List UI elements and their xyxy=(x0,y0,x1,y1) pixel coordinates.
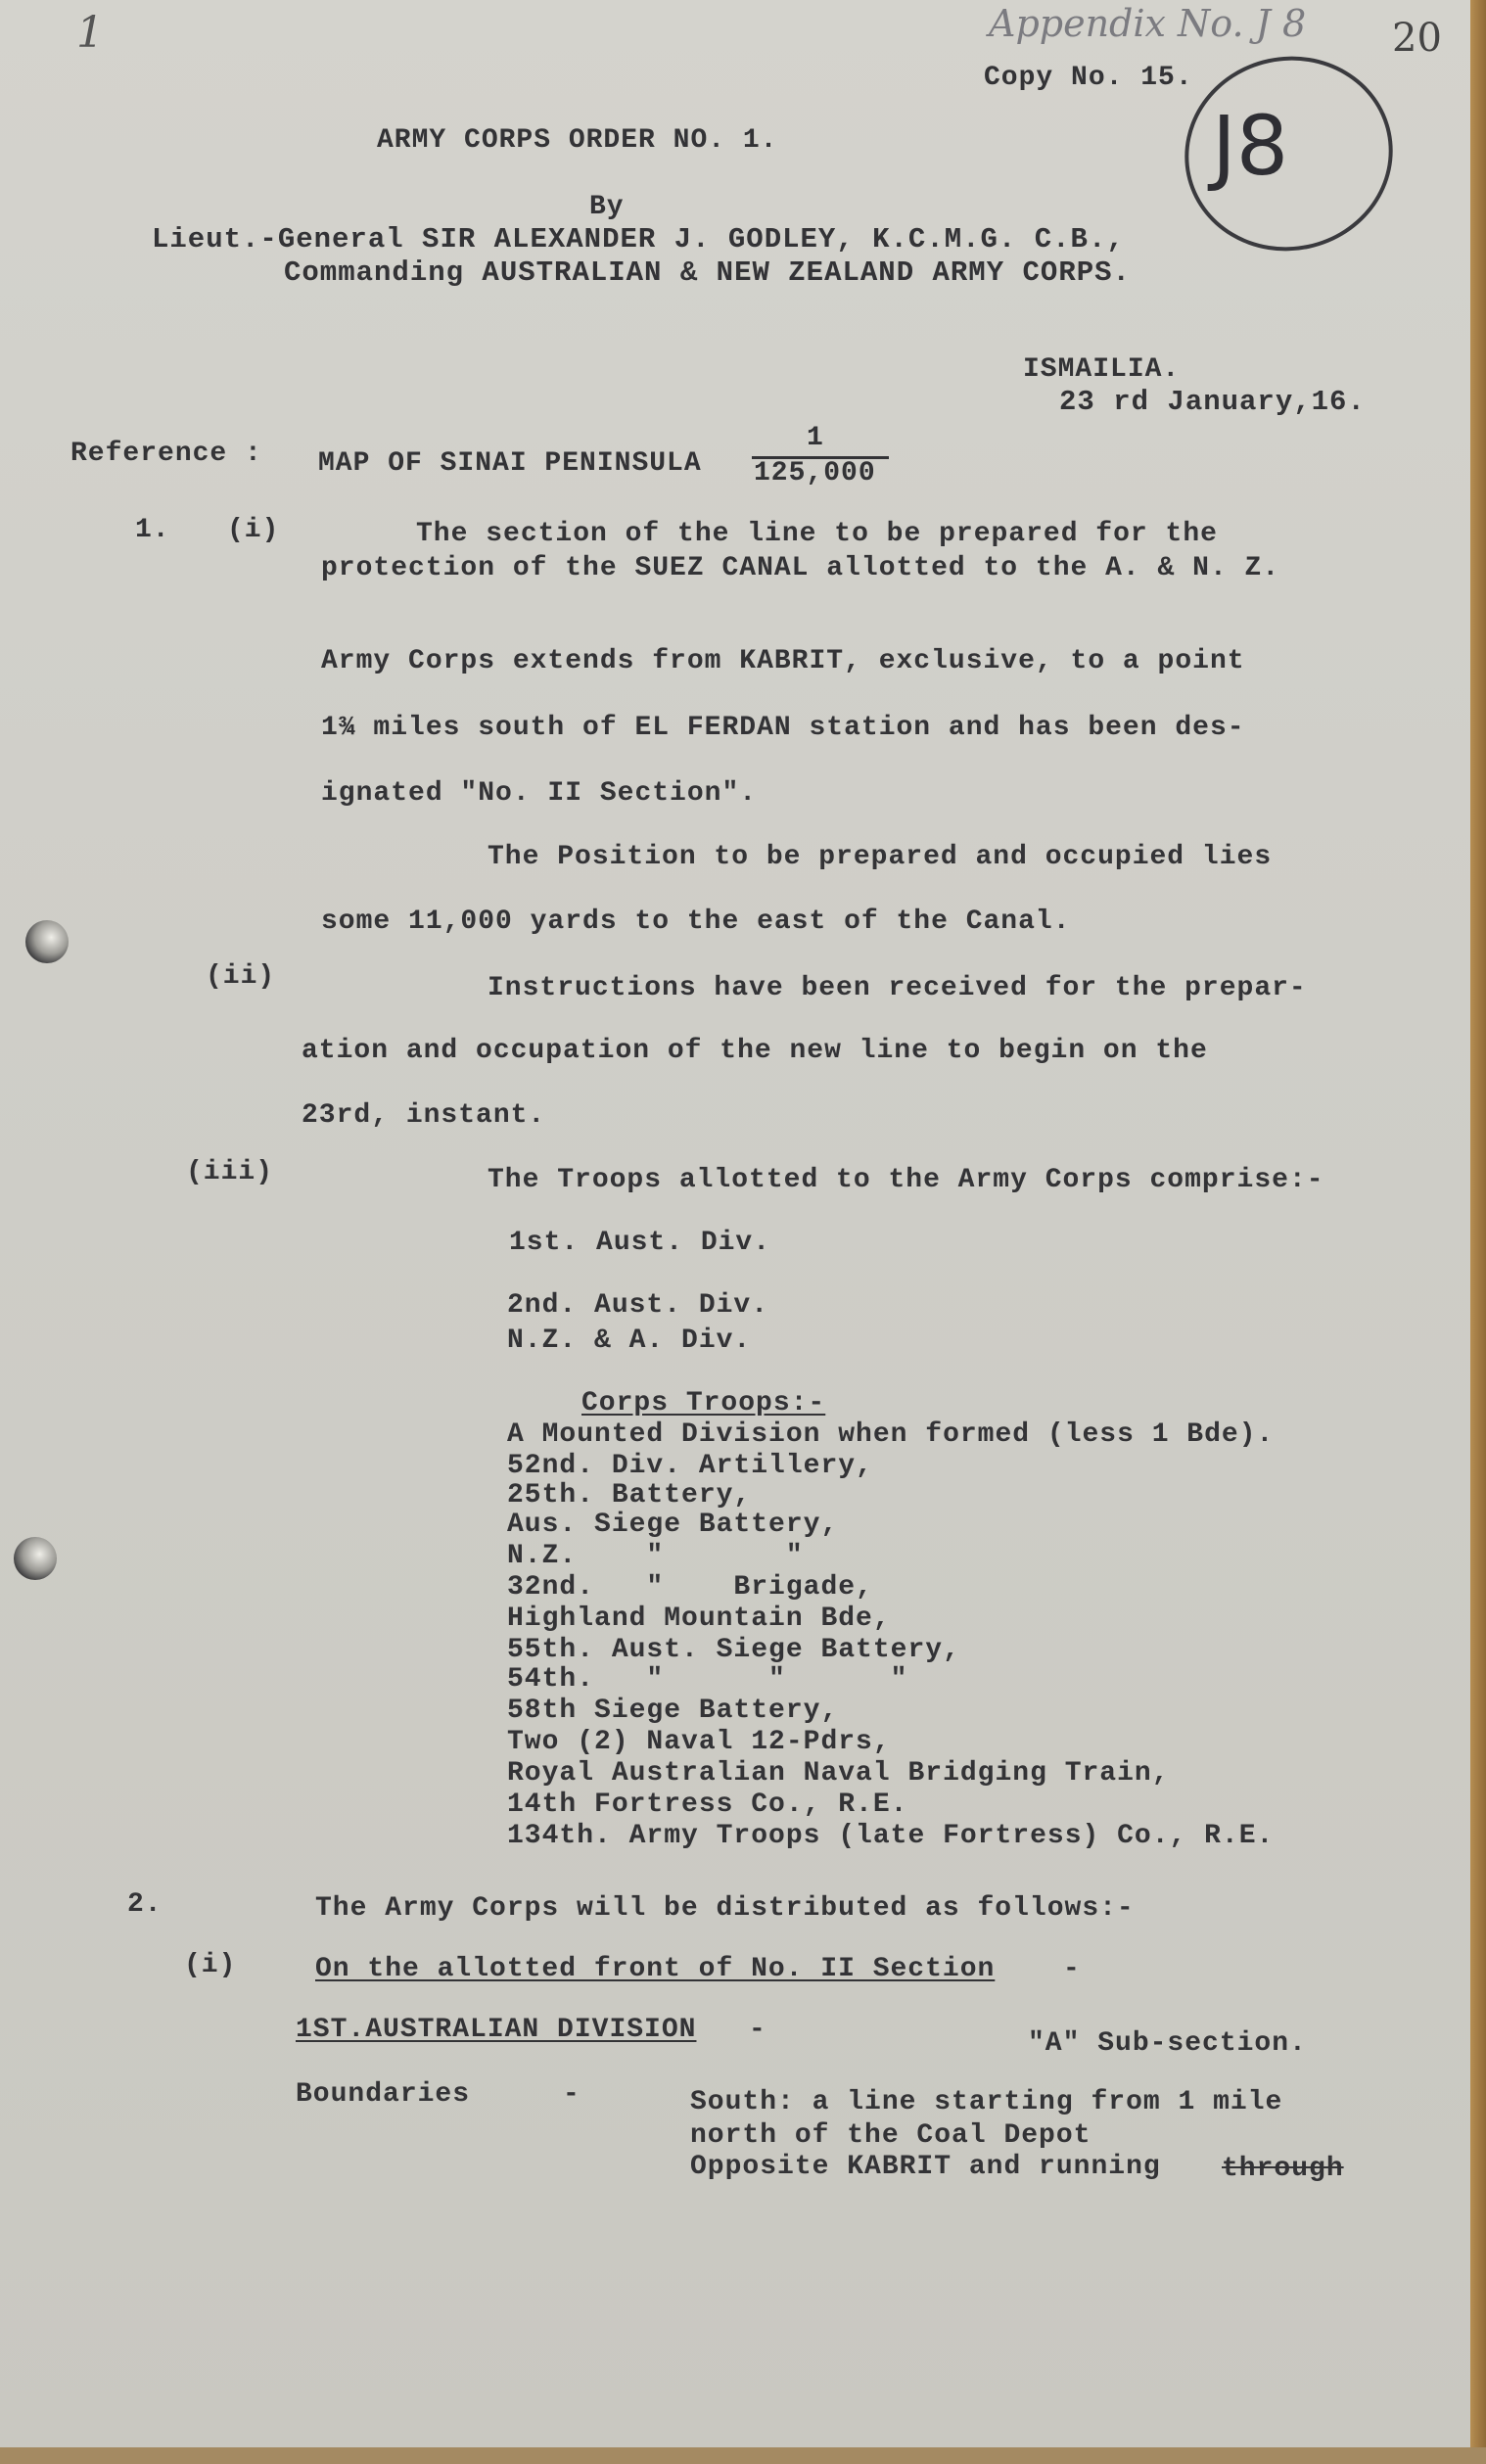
para1-sub-iii: (iii) xyxy=(186,1157,274,1187)
para2-sub-i: (i) xyxy=(184,1950,237,1980)
corps-troop-2: 52nd. Div. Artillery, xyxy=(507,1451,873,1481)
reference-map: MAP OF SINAI PENINSULA xyxy=(318,448,702,479)
page-number-mark: 1 xyxy=(76,8,104,58)
boundaries-line-1: South: a line starting from 1 mile xyxy=(690,2087,1283,2117)
para1-ii-line-1: Instructions have been received for the prepar- xyxy=(488,973,1307,1003)
division-3: N.Z. & A. Div. xyxy=(507,1325,752,1356)
corps-troop-13: 14th Fortress Co., R.E. xyxy=(507,1790,908,1820)
reference-label: Reference : xyxy=(70,439,262,469)
para1-i-line-4: 1¾ miles south of EL FERDAN station and has been des- xyxy=(321,713,1245,743)
para2-number: 2. xyxy=(127,1889,163,1920)
para1-i-line-6: The Position to be prepared and occupied lies xyxy=(488,842,1273,872)
division-2: 2nd. Aust. Div. xyxy=(507,1290,769,1321)
para1-i-line-1: The section of the line to be prepared for the xyxy=(416,519,1218,549)
division-heading: 1ST.AUSTRALIAN DIVISION xyxy=(296,2015,697,2045)
corps-troop-8: 55th. Aust. Siege Battery, xyxy=(507,1635,960,1665)
boundaries-line-3: Opposite KABRIT and running xyxy=(690,2152,1161,2182)
front-heading: On the allotted front of No. II Section xyxy=(315,1954,996,1984)
punch-hole-bottom xyxy=(14,1537,57,1580)
para1-i-line-3: Army Corps extends from KABRIT, exclusive, to a point xyxy=(321,646,1245,676)
corps-troops-heading: Corps Troops:- xyxy=(581,1388,826,1418)
corps-troop-1: A Mounted Division when formed (less 1 Bde). xyxy=(507,1419,1275,1450)
para1-ii-line-3: 23rd, instant. xyxy=(302,1100,546,1131)
struck-word: through xyxy=(1222,2154,1344,2184)
boundaries-dash: - xyxy=(563,2079,580,2110)
division-1: 1st. Aust. Div. xyxy=(509,1228,771,1258)
appendix-note: Appendix No. J 8 xyxy=(989,2,1307,45)
corps-troop-6: 32nd. " Brigade, xyxy=(507,1572,873,1603)
para1-number: 1. xyxy=(135,515,170,545)
author-line: Lieut.-General SIR ALEXANDER J. GODLEY, K.C.M.G. C.B., xyxy=(152,223,1125,256)
front-dash: - xyxy=(1063,1954,1081,1984)
para1-iii-intro: The Troops allotted to the Army Corps comprise:- xyxy=(488,1165,1324,1195)
scale-numerator: 1 xyxy=(807,423,824,453)
page-edge-right xyxy=(1470,0,1486,2464)
stamp-label: J8 xyxy=(1212,98,1289,194)
corps-troop-9: 54th. " " " xyxy=(507,1664,908,1695)
corps-troop-14: 134th. Army Troops (late Fortress) Co., R.E. xyxy=(507,1821,1275,1851)
corps-troop-7: Highland Mountain Bde, xyxy=(507,1604,891,1634)
copy-number: Copy No. 15. xyxy=(984,63,1193,93)
boundaries-label: Boundaries xyxy=(296,2079,471,2110)
corps-troop-3: 25th. Battery, xyxy=(507,1480,752,1511)
para1-i-line-5: ignated "No. II Section". xyxy=(321,778,758,809)
boundaries-line-2: north of the Coal Depot xyxy=(690,2120,1091,2151)
corps-troop-10: 58th Siege Battery, xyxy=(507,1696,839,1726)
para1-sub-i: (i) xyxy=(227,515,280,545)
para1-sub-ii: (ii) xyxy=(206,961,276,992)
page-edge-bottom xyxy=(0,2447,1486,2464)
folio-number: 20 xyxy=(1392,16,1442,61)
scale-denominator: 125,000 xyxy=(754,458,876,488)
para2-intro: The Army Corps will be distributed as follows:- xyxy=(315,1893,1135,1924)
reference-stamp xyxy=(1167,37,1412,270)
corps-troop-5: N.Z. " " xyxy=(507,1541,804,1571)
command-line: Commanding AUSTRALIAN & NEW ZEALAND ARMY CORPS. xyxy=(284,256,1131,289)
corps-troop-4: Aus. Siege Battery, xyxy=(507,1510,839,1540)
subsection-label: "A" Sub-section. xyxy=(1028,2028,1307,2059)
division-dash: - xyxy=(749,2015,766,2045)
date: 23 rd January,16. xyxy=(1059,386,1366,418)
corps-troop-11: Two (2) Naval 12-Pdrs, xyxy=(507,1727,891,1757)
order-title: ARMY CORPS ORDER NO. 1. xyxy=(377,125,778,156)
para1-ii-line-2: ation and occupation of the new line to begin on the xyxy=(302,1036,1208,1066)
punch-hole-top xyxy=(25,920,69,963)
para1-i-line-7: some 11,000 yards to the east of the Canal. xyxy=(321,907,1071,937)
corps-troop-12: Royal Australian Naval Bridging Train, xyxy=(507,1758,1170,1789)
by-line: By xyxy=(589,192,625,222)
para1-i-line-2: protection of the SUEZ CANAL allotted to the A. & N. Z. xyxy=(321,553,1280,583)
place: ISMAILIA. xyxy=(1023,354,1181,385)
